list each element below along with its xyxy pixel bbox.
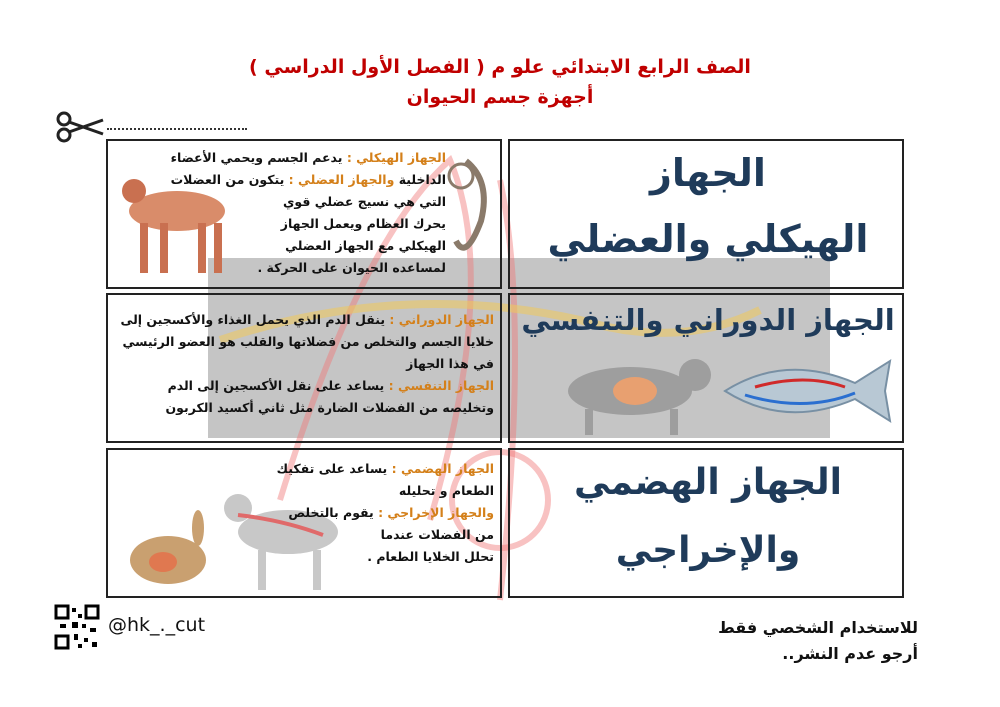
cat-organs-icon [550,353,720,438]
card-skeletal-description: الجهاز الهيكلي : يدعم الجسم ويحمي الأعضاء الداخلية والجهاز العضلي : يتكون من العضلات التي هي نسيج عضلي قوي يحرك العظام ويعمل الجهاز الهيكلي مع الجهاز العضلي لمساعده الحيوان على الحركة . [106,139,502,289]
page-title: الصف الرابع الابتدائي علو م ( الفصل الأول الدراسي ) [249,56,751,78]
rabbit-organs-icon [118,510,218,590]
page-subtitle: أجهزة جسم الحيوان [406,86,594,108]
card-circulatory-title: الجهاز الدوراني والتنفسي [508,293,904,443]
card-skeletal-title: الجهاز الهيكلي والعضلي [508,139,904,289]
social-handle: @hk_._cut [108,614,206,636]
card-digestive-title: الجهاز الهضمي والإخراجي [508,448,904,598]
qr-code-icon [54,604,100,650]
fish-circulation-icon [715,353,895,428]
no-share-note: أرجو عدم النشر.. [782,644,918,663]
scissors-icon [55,110,105,144]
card-circulatory-description: الجهاز الدوراني : ينقل الدم الذي يحمل الغذاء والأكسجين إلى خلايا الجسم والتخلص من فضلاتها والقلب هو العضو الرئيسي في هذا الجهاز الجهاز التنفسي : يساعد على نقل الأكسجين إلى الدم وتخليصه من الفضلات الضارة مثل ثاني أكسيد الكربون [106,293,502,443]
personal-use-note: للاستخدام الشخصي فقط [718,618,918,637]
card-digestive-description: الجهاز الهضمي : يساعد على تفكيك الطعام و تحليله والجهاز الإخراجي : يقوم بالتخلص من الفضلات عندما تحلل الخلايا الطعام . [106,448,502,598]
